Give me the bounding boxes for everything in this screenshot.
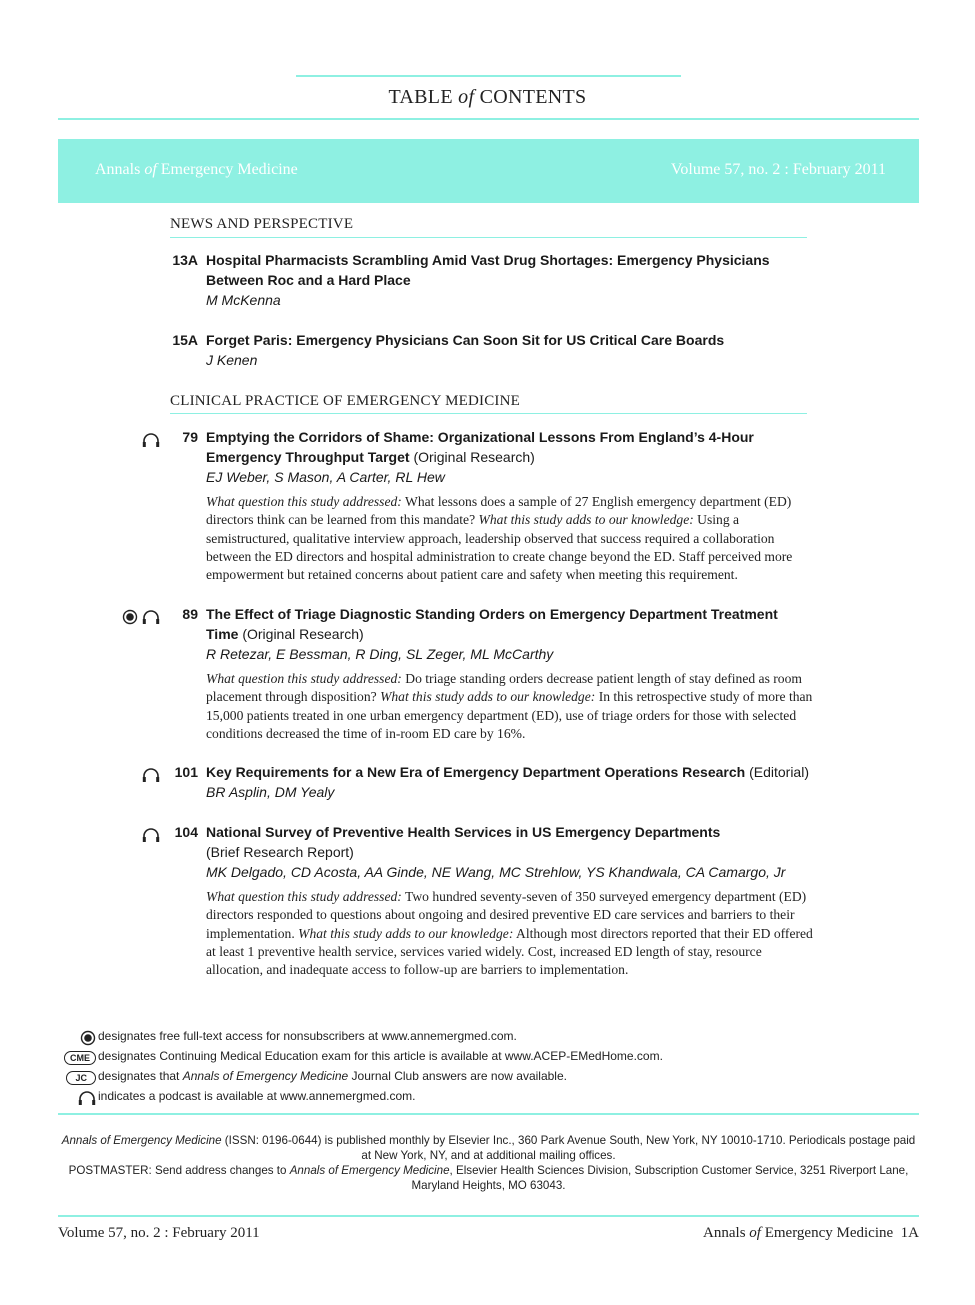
article-type: (Original Research) bbox=[413, 449, 535, 465]
legend-text: indicates a podcast is available at www.annemergmed.com. bbox=[98, 1089, 416, 1103]
section-heading-news: NEWS AND PERSPECTIVE bbox=[170, 216, 354, 232]
toc-entry[interactable] bbox=[60, 604, 820, 744]
legend-free-access bbox=[56, 1026, 517, 1047]
section-rule bbox=[170, 237, 807, 238]
cme-badge-icon: CME bbox=[64, 1051, 96, 1065]
footer-page-number: 1A bbox=[900, 1225, 919, 1241]
footer-journal: Annals of Emergency Medicine 1A bbox=[703, 1225, 919, 1241]
article-summary: What question this study addressed: What lessons does a sample of 27 English emergency department (ED) directors think can be learned from this mandate? What this study adds to our knowledge: Using a semistructured, qualitative interview approach, leadership observed that success required a collaboration between the ED directors and hospital administration to create change beyond the ED. Staff perceived more empowerment but retained concerns about patient care and safety when meeting this requirement. bbox=[206, 494, 793, 583]
legend-podcast bbox=[56, 1086, 416, 1107]
toc-entry[interactable] bbox=[60, 822, 820, 982]
article-authors: BR Asplin, DM Yealy bbox=[206, 784, 335, 800]
page-number: 79 bbox=[182, 429, 198, 445]
article-authors: R Retezar, E Bessman, R Ding, SL Zeger, ML McCarthy bbox=[206, 646, 554, 662]
toc-entry[interactable] bbox=[60, 427, 820, 587]
article-type: (Brief Research Report) bbox=[206, 844, 354, 860]
toc-entry[interactable] bbox=[60, 250, 820, 310]
legend-rule bbox=[58, 1113, 919, 1115]
title-rule bbox=[58, 118, 919, 120]
article-type: (Original Research) bbox=[242, 626, 364, 642]
legend-cme bbox=[56, 1046, 663, 1067]
banner-issue: Volume 57, no. 2 : February 2011 bbox=[670, 161, 886, 178]
banner-journal-name: Annals of Emergency Medicine bbox=[95, 161, 298, 178]
page-number: 101 bbox=[174, 764, 198, 780]
page-number: 13A bbox=[172, 252, 198, 268]
top-rule bbox=[296, 75, 681, 77]
section-heading-clinical: CLINICAL PRACTICE OF EMERGENCY MEDICINE bbox=[170, 393, 521, 409]
section-rule bbox=[170, 413, 807, 414]
article-authors: J Kenen bbox=[206, 352, 258, 368]
headphones-icon bbox=[78, 1090, 96, 1106]
article-summary: What question this study addressed: Do triage standing orders decrease patient length of stay defined as room placement through disposition? What this study adds to our knowledge: In this retrospective study of more than 15,000 patients treated in one urban emergency department (ED), use of triage orders for those with selected conditions decreased the time of in-room ED care by 16%. bbox=[206, 671, 813, 741]
article-title[interactable]: The Effect of Triage Diagnostic Standing Orders on Emergency Department Treatment Time (Original Research) bbox=[206, 606, 778, 642]
article-authors: MK Delgado, CD Acosta, AA Ginde, NE Wang, MC Strehlow, YS Khandwala, CA Camargo, Jr bbox=[206, 864, 786, 880]
legend-journal-club: JC designates that Annals of Emergency Medicine Journal Club answers are now available. bbox=[56, 1066, 567, 1087]
journal-banner bbox=[58, 139, 919, 203]
footer-issue: Volume 57, no. 2 : February 2011 bbox=[58, 1225, 260, 1241]
article-title[interactable]: National Survey of Preventive Health Services in US Emergency Departments bbox=[206, 824, 721, 840]
article-type: (Editorial) bbox=[749, 764, 809, 780]
toc-entry[interactable] bbox=[60, 330, 820, 370]
article-summary: What question this study addressed: Two hundred seventy-seven of 350 surveyed emergency department (ED) directors responded to questions about ongoing and desired preventive ED care services and barriers to their implementation. What this study adds to our knowledge: Although most directors reported that their ED offered at least 1 preventive health service, services varied widely. Cost, increased ED length of stay, resource allocation, and inadequate access to follow-up are barriers to implementation. bbox=[206, 889, 813, 978]
legend-text: designates Continuing Medical Education exam for this article is available at www.ACEP-EMedHome.com. bbox=[98, 1049, 663, 1063]
toc-entry[interactable] bbox=[60, 762, 820, 802]
jc-badge-icon: JC bbox=[66, 1071, 96, 1085]
free-access-icon bbox=[80, 1030, 96, 1046]
article-authors: M McKenna bbox=[206, 292, 281, 308]
article-title[interactable]: Key Requirements for a New Era of Emergency Department Operations Research (Editorial) bbox=[206, 764, 809, 780]
page-title: TABLE of CONTENTS bbox=[388, 86, 587, 108]
page-number: 89 bbox=[182, 606, 198, 622]
article-title[interactable]: Hospital Pharmacists Scrambling Amid Vast Drug Shortages: Emergency Physicians Between Roc and a Hard Place bbox=[206, 252, 770, 288]
legend-text: designates free full-text access for nonsubscribers at www.annemergmed.com. bbox=[98, 1029, 517, 1043]
article-title[interactable]: Forget Paris: Emergency Physicians Can Soon Sit for US Critical Care Boards bbox=[206, 332, 725, 348]
page-number: 15A bbox=[172, 332, 198, 348]
page-number: 104 bbox=[174, 824, 198, 840]
free-access-icon[interactable] bbox=[122, 609, 138, 625]
article-authors: EJ Weber, S Mason, A Carter, RL Hew bbox=[206, 469, 445, 485]
footer-rule bbox=[58, 1215, 919, 1217]
article-title[interactable]: Emptying the Corridors of Shame: Organizational Lessons From England’s 4-Hour Emergency Throughput Target (Original Research) bbox=[206, 429, 754, 465]
publication-info: Annals of Emergency Medicine (ISSN: 0196-0644) is published monthly by Elsevier Inc., 360 Park Avenue South, New York, NY 10010-1710. Periodicals postage paid at New York, NY, and at additional mailing offices. POSTMASTER: Send address changes to Annals of Emergency Medicine, Elsevier Health Sciences Division, Subscription Customer Service, 3251 Riverport Lane, Maryland Heights, MO 63043. bbox=[61, 1134, 916, 1192]
